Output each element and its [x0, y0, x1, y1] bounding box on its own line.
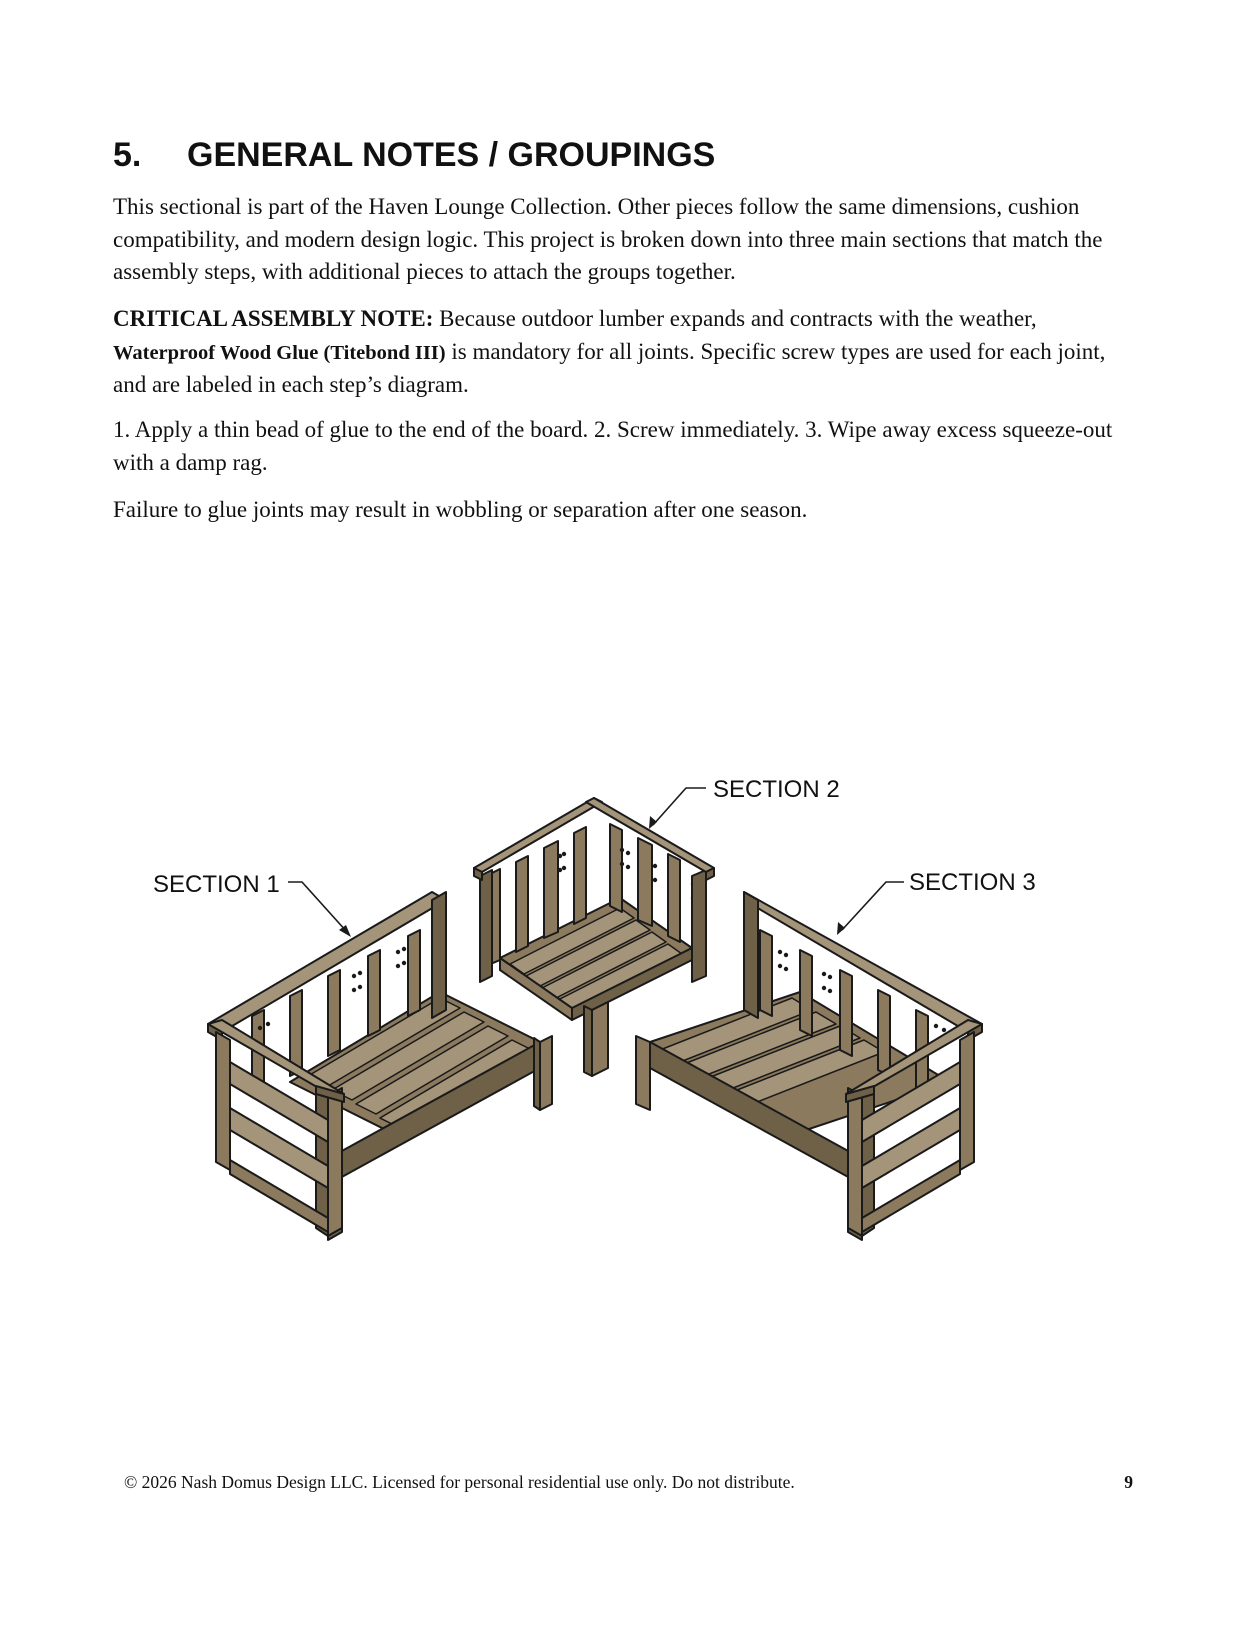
section-3-label: SECTION 3 — [909, 869, 1036, 896]
critical-note-text-2: is mandatory for all joints. Specific screw types are used for each joint, and are labeled in each step’s diagram. — [113, 338, 1106, 397]
page-number: 9 — [1124, 1472, 1133, 1492]
section-number: 5. — [113, 136, 142, 174]
section-2-label: SECTION 2 — [713, 780, 840, 803]
intro-paragraph: This sectional is part of the Haven Lounge Collection. Other pieces follow the same dimensions, cushion compatibility, and modern design logic. This project is broken down into three main sections that match the assembly steps, with additional pieces to attach the groups together. — [113, 194, 1103, 284]
section-heading — [113, 136, 715, 175]
sectional-assembly-diagram — [140, 780, 1100, 1290]
critical-note-paragraph — [113, 303, 1133, 402]
section-title: GENERAL NOTES / GROUPINGS — [187, 136, 716, 174]
critical-note-label: CRITICAL ASSEMBLY NOTE: — [113, 306, 434, 331]
glue-name: Waterproof Wood Glue (Titebond III) — [113, 341, 446, 364]
warning-paragraph: Failure to glue joints may result in wobbling or separation after one season. — [113, 497, 808, 522]
footer-copyright: © 2026 Nash Domus Design LLC. Licensed for personal residential use only. Do not distribute. — [124, 1472, 795, 1492]
section-1-label: SECTION 1 — [153, 871, 280, 898]
critical-note-text-1: Because outdoor lumber expands and contracts with the weather, — [433, 306, 1037, 331]
glue-steps-paragraph: 1. Apply a thin bead of glue to the end of the board. 2. Screw immediately. 3. Wipe away excess squeeze-out with a damp rag. — [113, 417, 1113, 475]
